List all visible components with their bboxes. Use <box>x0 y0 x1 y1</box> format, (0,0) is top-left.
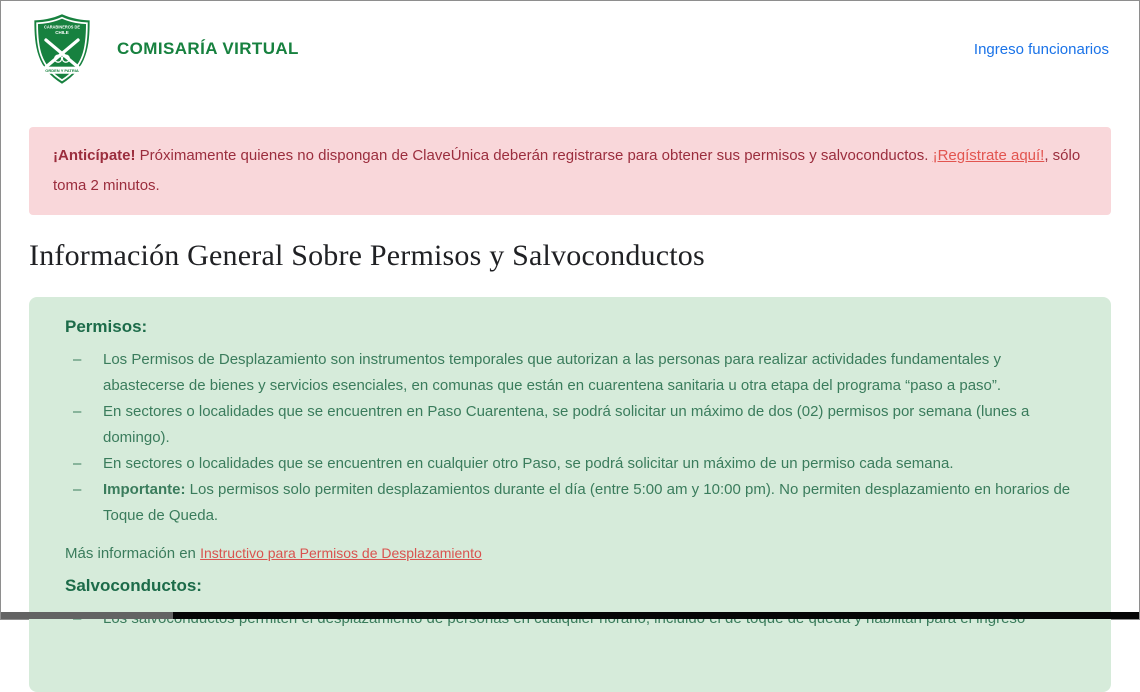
list-item <box>65 399 1081 451</box>
instructivo-link[interactable]: Instructivo para Permisos de Desplazamiento <box>200 545 482 561</box>
dash-bullet: – <box>73 351 82 368</box>
alert-suffix: , sólo toma 2 minutos. <box>53 147 1081 194</box>
list-item-body: Los Permisos de Desplazamiento son instrumentos temporales que autorizan a las personas para realizar actividades fundamentales y abastecerse de bienes y servicios esenciales, en comunas que están en cuarentena sanitaria u otra etapa del programa “paso a paso”. <box>103 351 1002 394</box>
login-link[interactable]: Ingreso funcionarios <box>973 40 1109 58</box>
list-item <box>65 347 1081 399</box>
alert-bold: ¡Anticípate! <box>53 147 136 164</box>
alert-text: Próximamente quienes no dispongan de ClaveÚnica deberán registrarse para obtener sus permisos y salvoconductos. <box>135 147 933 164</box>
list-item-bold: Importante: <box>103 481 186 498</box>
logo-ribbon <box>39 66 85 75</box>
logo-text-line2: CHILE <box>55 30 69 36</box>
list-item <box>65 451 1081 477</box>
safe-conducts-list <box>65 606 1081 632</box>
dash-bullet <box>73 606 103 632</box>
list-item-text <box>103 606 1081 632</box>
list-item-text <box>103 399 1081 451</box>
list-item-text <box>103 347 1081 399</box>
alert-banner <box>29 127 1111 215</box>
list-item-body: En sectores o localidades que se encuentren en Paso Cuarentena, se podrá solicitar un máximo de dos (02) permisos por semana (lunes a domingo). <box>103 403 1030 446</box>
dash-bullet: – <box>73 481 82 498</box>
more-info-label: Más información en <box>65 545 196 562</box>
permits-list <box>65 347 1081 529</box>
list-item-text <box>103 451 1081 477</box>
list-item-text <box>103 477 1081 529</box>
safe-conducts-heading: Salvoconductos: <box>65 576 202 595</box>
brand-title: COMISARÍA VIRTUAL <box>117 39 299 58</box>
permits-heading: Permisos: <box>65 317 148 336</box>
brand[interactable] <box>29 13 299 85</box>
window-bottom-edge-left-segment <box>1 612 173 619</box>
carabineros-logo-icon <box>29 13 95 85</box>
list-item-body: En sectores o localidades que se encuentren en cualquier otro Paso, se podrá solicitar un máximo de un permiso cada semana. <box>103 455 954 472</box>
list-item <box>65 606 1081 632</box>
logo-ribbon-text: ORDEN Y PATRIA <box>45 68 80 73</box>
page-title: Información General Sobre Permisos y Salvoconductos <box>29 239 705 272</box>
list-item <box>65 477 1081 529</box>
register-link[interactable]: ¡Regístrate aquí! <box>932 147 1045 164</box>
list-item-body: Los permisos solo permiten desplazamientos durante el día (entre 5:00 am y 10:00 pm). No permiten desplazamiento en horarios de Toque de Queda. <box>103 481 1071 524</box>
window-bottom-edge <box>1 612 1139 619</box>
info-panel <box>29 297 1111 692</box>
dash-bullet: – <box>73 455 82 472</box>
header <box>1 1 1139 87</box>
more-info-line <box>65 545 1081 562</box>
dash-bullet: – <box>73 403 82 420</box>
logo-text-line1: CARABINEROS DE <box>44 24 80 30</box>
